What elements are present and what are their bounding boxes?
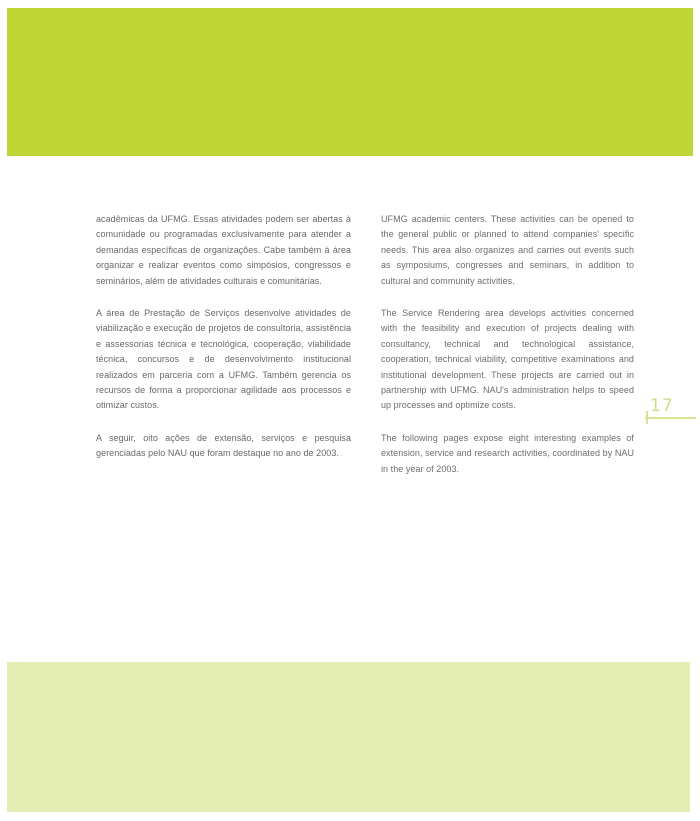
portuguese-column: [96, 212, 351, 494]
en-paragraph-3: The following pages expose eight interesting examples of extension, service and research activities, coordinated by NAU in the year of 2003.: [381, 432, 634, 474]
page-number-tick: [646, 411, 648, 424]
page-number: 17: [650, 396, 674, 416]
pt-paragraph-3: A seguir, oito ações de extensão, serviços e pesquisa gerenciadas pelo NAU que foram destaque no ano de 2003.: [96, 432, 351, 459]
en-paragraph-2: The Service Rendering area develops activities concerned with the feasibility and execution of projects dealing with consultancy, technical and technological assistance, cooperation, technical viability, competitive examinations and institutional development. These projects are carried out in partnership with UFMG. NAU's administration helps to speed up processes and optimize costs.: [381, 308, 634, 411]
content-columns: [96, 212, 634, 494]
bottom-banner: [7, 662, 690, 812]
english-column: [381, 212, 634, 494]
pt-paragraph-2: A área de Prestação de Serviços desenvolve atividades de viabilização e execução de projetos de consultoria, assistência e assessorias técnica e tecnológica, cooperação, viabilidade técnica, concursos e de desenvolvimento institucional realizados em parceria com a UFMG. Também gerencia os recursos de forma a proporcionar agilidade aos processos e otimizar custos.: [96, 308, 351, 411]
page-number-underline: [645, 417, 696, 419]
page-marker: [645, 395, 697, 427]
top-banner: [7, 8, 693, 156]
pt-paragraph-1: acadêmicas da UFMG. Essas atividades podem ser abertas à comunidade ou programadas exclusivamente para atender a demandas específicas de organizações. Cabe também à área organizar e realizar eventos como simpósios, congressos e seminários, além de atividades culturais e comunitárias.: [96, 214, 351, 286]
en-paragraph-1: UFMG academic centers. These activities can be opened to the general public or planned to attend companies' specific needs. This area also organizes and carries out events such as symposiums, congresses and seminars, in addition to cultural and community activities.: [381, 214, 634, 286]
